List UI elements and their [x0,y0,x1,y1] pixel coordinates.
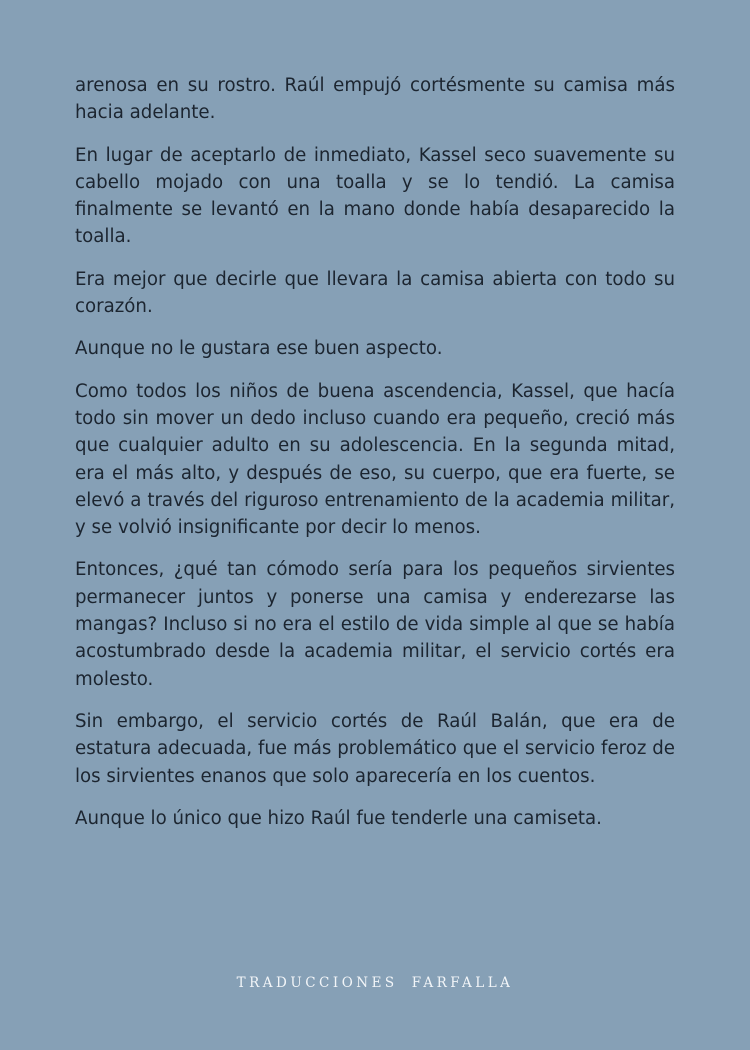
paragraph-2: En lugar de aceptarlo de inmediato, Kassel seco suavemente su cabello mojado con una toalla y se lo tendió. La camisa finalmente se levantó en la mano donde había desaparecido la toalla. [75,144,675,248]
paragraph-1: arenosa en su rostro. Raúl empujó cortésmente su camisa más hacia adelante. [75,75,675,124]
page-footer [0,975,750,991]
paragraph-6: Entonces, ¿qué tan cómodo sería para los pequeños sirvientes permanecer juntos y ponerse una camisa y enderezarse las mangas? Incluso si no era el estilo de vida simple al que se había acostumbrado desde la academia militar, el servicio cortés era molesto. [75,559,675,690]
paragraph-8: Aunque lo único que hizo Raúl fue tenderle una camiseta. [75,807,602,829]
footer-word-1: TRADUCCIONES [236,975,398,991]
footer-word-2: FARFALLA [411,975,514,991]
paragraph-3: Era mejor que decirle que llevara la camisa abierta con todo su corazón. [75,268,675,318]
paragraph-7: Sin embargo, el servicio cortés de Raúl Balán, que era de estatura adecuada, fue más problemático que el servicio feroz de los sirvientes enanos que solo aparecería en los cuentos. [75,710,675,787]
paragraph-4: Aunque no le gustara ese buen aspecto. [75,338,443,360]
paragraph-5: Como todos los niños de buena ascendencia, Kassel, que hacía todo sin mover un dedo incluso cuando era pequeño, creció más que cualquier adulto en su adolescencia. En la segunda mitad, era el más alto, y después de eso, su cuerpo, que era fuerte, se elevó a través del riguroso entrenamiento de la academia militar, y se volvió insignificante por decir lo menos. [75,380,675,539]
page-body-text [75,72,675,847]
